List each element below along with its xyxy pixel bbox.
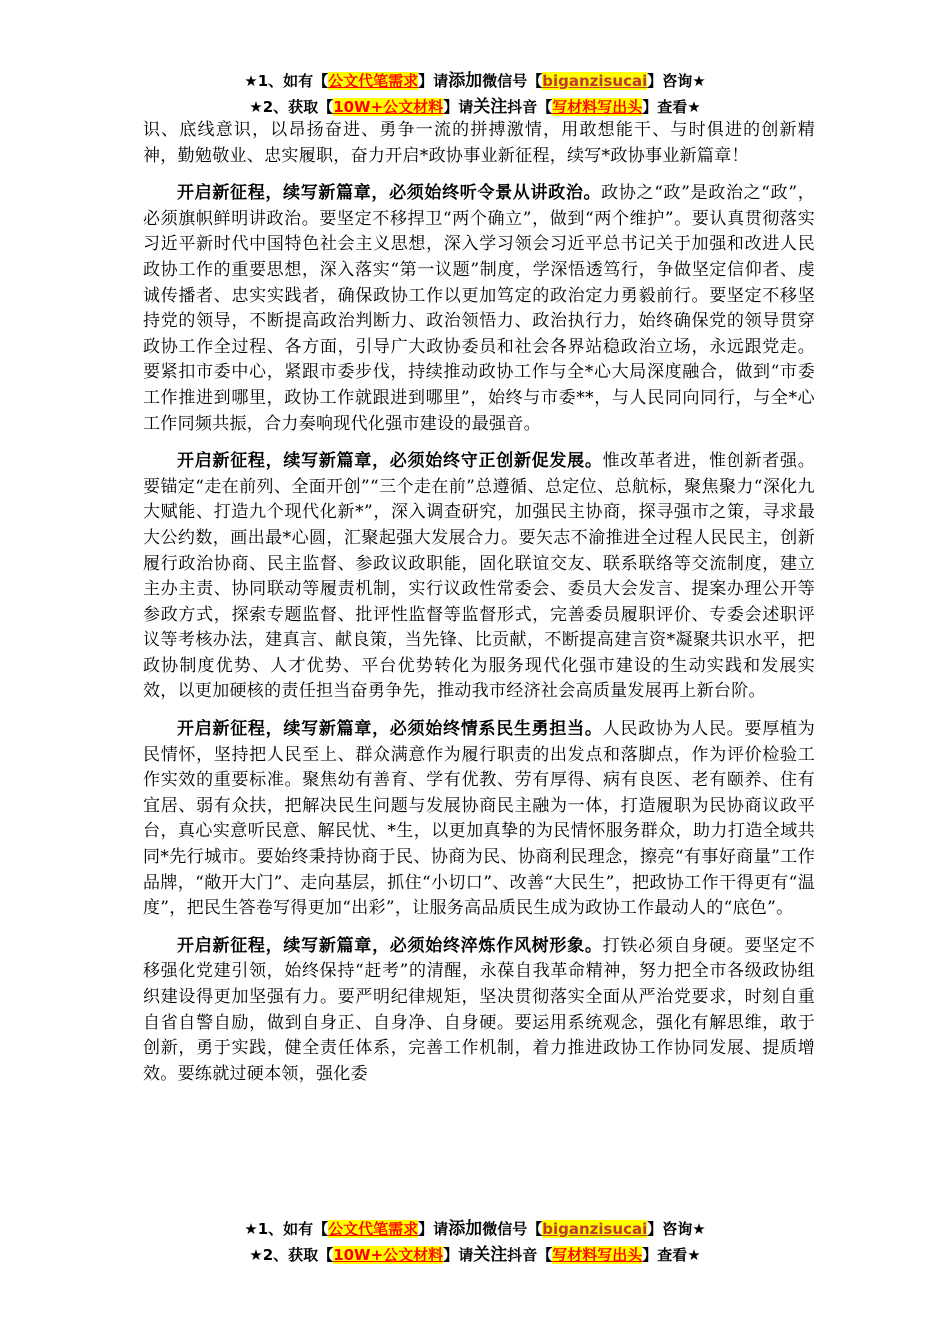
highlight-douyin-account: 写材料写出头: [552, 98, 643, 116]
banner-line-2: ★2、获取【10W+公文材料】请关注抖音【写材料写出头】查看★: [249, 97, 701, 117]
highlight-writing-service: 公文代笔需求: [328, 72, 419, 90]
paragraph-lead: 开启新征程，续写新篇章，必须始终听令景从讲政治。: [177, 183, 602, 204]
highlight-wechat-id: biganzisucai: [542, 72, 648, 90]
banner-line-1: ★1、如有【公文代笔需求】请添加微信号【biganzisucai】咨询★: [244, 71, 706, 91]
paragraph: 开启新征程，续写新篇章，必须始终守正创新促发展。惟改革者进，惟创新者强。要锚定“走在前列、全面开创”“三个走在前”总遵循、总定位、总航标，聚焦聚力“深化九大赋能、打造九个现代化新*”，深入调查研究，加强民主协商，探寻强市之策，寻求最大公约数，画出最*心圆，汇聚起强大发展合力。要矢志不渝推进全过程人民民主，创新履行政治协商、民主监督、参政议政职能，固化联谊交友、联系联络等交流制度，建立主办主责、协同联动等履责机制，实行议政性常委会、委员大会发言、提案办理公开等参政方式，探索专题监督、批评性监督等监督形式，完善委员履职评价、专委会述职评议等考核办法，建真言、献良策，当先锋、比贡献，不断提高建言资*凝聚共识水平，把政协制度优势、人才优势、平台优势转化为服务现代化强市建设的生动实践和发展实效，以更加硬核的责任担当奋勇争先，推动我市经济社会高质量发展再上新台阶。: [143, 451, 815, 702]
paragraph-lead: 开启新征程，续写新篇章，必须始终淬炼作风树形象。: [177, 935, 603, 956]
footer-banner: [0, 1216, 950, 1268]
paragraph-lead: 开启新征程，续写新篇章，必须始终情系民生勇担当。: [177, 719, 603, 740]
highlight-douyin-account: 写材料写出头: [552, 1246, 643, 1264]
paragraph: 开启新征程，续写新篇章，必须始终情系民生勇担当。人民政协为人民。要厚植为民情怀，坚持把人民至上、群众满意作为履行职责的出发点和落脚点，作为评价检验工作实效的重要标准。聚焦幼有善育、学有优教、劳有厚得、病有良医、老有颐养、住有宜居、弱有众扶，把解决民生问题与发展协商民主融为一体，打造履职为民协商议政平台，真心实意听民意、解民忧、*生，以更加真挚的为民情怀服务群众，助力打造全域共同*先行城市。要始终秉持协商于民、协商为民、协商利民理念，擦亮“有事好商量”工作品牌，“敞开大门”、走向基层，抓住“小切口”、改善“大民生”，把政协工作干得更有“温度”，把民生答卷写得更加“出彩”，让服务高品质民生成为政协工作最动人的“底色”。: [143, 719, 815, 919]
highlight-materials: 10W+公文材料: [333, 98, 444, 116]
highlight-materials: 10W+公文材料: [333, 1246, 444, 1264]
header-banner: [0, 68, 950, 120]
highlight-writing-service: 公文代笔需求: [328, 1220, 419, 1238]
highlight-wechat-id: biganzisucai: [542, 1220, 648, 1238]
paragraph: 开启新征程，续写新篇章，必须始终淬炼作风树形象。打铁必须自身硬。要坚定不移强化党建引领，始终保持“赶考”的清醒，永葆自我革命精神，努力把全市各级政协组织建设得更加坚强有力。要严明纪律规矩，坚决贯彻落实全面从严治党要求，时刻自重自省自警自励，做到自身正、自身净、自身硬。要运用系统观念，强化有解思维，敢于创新，勇于实践，健全责任体系，完善工作机制，着力推进政协工作协同发展、提质增效。要练就过硬本领，强化委: [143, 935, 815, 1084]
document-body: [143, 118, 815, 1099]
paragraph-lead: 开启新征程，续写新篇章，必须始终守正创新促发展。: [177, 451, 603, 472]
paragraph: 开启新征程，续写新篇章，必须始终听令景从讲政治。政协之“政”是政治之“政”，必须旗帜鲜明讲政治。要坚定不移捍卫“两个确立”，做到“两个维护”。要认真贯彻落实习近平新时代中国特色社会主义思想，深入学习领会习近平总书记关于加强和改进人民政协工作的重要思想，深入落实“第一议题”制度，学深悟透笃行，争做坚定信仰者、虔诚传播者、忠实实践者，确保政协工作以更加笃定的政治定力勇毅前行。要坚定不移坚持党的领导，不断提高政治判断力、政治领悟力、政治执行力，始终确保党的领导贯穿政协工作全过程、各方面，引导广大政协委员和社会各界站稳政治立场，永远跟党走。要紧扣市委中心，紧跟市委步伐，持续推动政协工作与全*心大局深度融合，做到“市委工作推进到哪里，政协工作就跟进到哪里”，始终与市委**，与人民同向同行，与全*心工作同频共振，合力奏响现代化强市建设的最强音。: [143, 183, 815, 434]
banner-line-1: ★1、如有【公文代笔需求】请添加微信号【biganzisucai】咨询★: [244, 1219, 706, 1239]
paragraph: 识、底线意识，以昂扬奋进、勇争一流的拼搏激情，用敢想能干、与时俱进的创新精神，勤勉敬业、忠实履职，奋力开启*政协事业新征程，续写*政协事业新篇章！: [143, 120, 815, 166]
banner-line-2: ★2、获取【10W+公文材料】请关注抖音【写材料写出头】查看★: [249, 1245, 701, 1265]
